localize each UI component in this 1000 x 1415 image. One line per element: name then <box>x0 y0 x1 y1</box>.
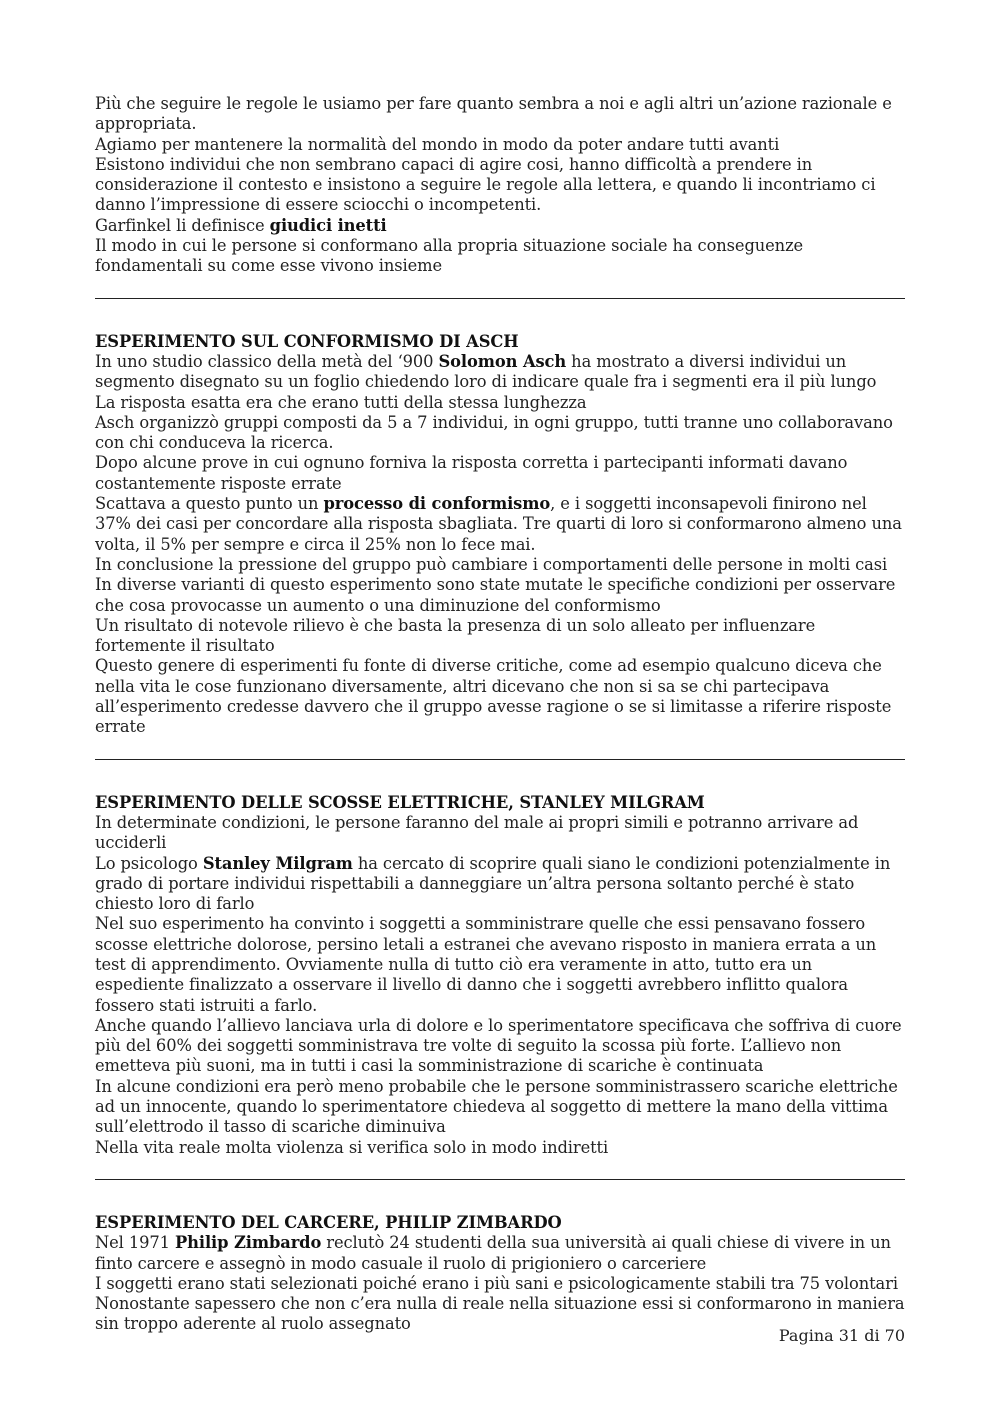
body-paragraph: Asch organizzò gruppi composti da 5 a 7 individui, in ogni gruppo, tutti tranne uno collaboravano con chi conduceva la ricerca. <box>95 412 893 453</box>
body-paragraph <box>95 494 905 555</box>
section-heading: ESPERIMENTO SUL CONFORMISMO DI ASCH <box>95 331 519 351</box>
body-paragraph: I soggetti erano stati selezionati poiché erano i più sani e psicologicamente stabili tra 75 volontari <box>95 1273 898 1293</box>
text-run: , e i soggetti inconsapevoli finirono nel 37% dei casi per concordare alla risposta sbagliata. Tre quarti di loro si conformarono almeno una volta, il 5% per sempre e circa il 25% non lo fece mai. <box>95 494 902 554</box>
text-run: reclutò 24 studenti della sua università ai quali chiese di vivere in un finto carcere e assegnò in modo casuale il ruolo di prigioniero o carceriere <box>95 1233 891 1273</box>
body-paragraph: La risposta esatta era che erano tutti della stessa lunghezza <box>95 392 587 412</box>
bold-term: Philip Zimbardo <box>174 1233 322 1253</box>
text-run: In uno studio classico della metà del ‘900 <box>95 351 439 371</box>
body-paragraph: Questo genere di esperimenti fu fonte di diverse critiche, come ad esempio qualcuno diceva che nella vita le cose funzionano diversamente, altri dicevano che non si sa se chi partecipava all’esperimento credesse davvero che il gruppo avesse ragione o se si limitasse a riferire risposte errate <box>95 656 892 737</box>
body-paragraph: In determinate condizioni, le persone faranno del male ai propri simili e potranno arrivare ad ucciderli <box>95 812 859 853</box>
intro-section <box>95 94 905 277</box>
text-run: Lo psicologo <box>95 853 203 873</box>
intro-paragraph: Il modo in cui le persone si conformano alla propria situazione sociale ha conseguenze fondamentali su come esse vivono insieme <box>95 236 804 276</box>
bold-term: giudici inetti <box>269 215 387 235</box>
milgram-section <box>95 793 905 1158</box>
document-page <box>95 94 905 1335</box>
body-paragraph: In alcune condizioni era però meno probabile che le persone somministrassero scariche elettriche ad un innocente, quando lo sperimentatore chiedeva al soggetto di mettere la mano della vittima sull’elettrodo il tasso di scariche diminuiva <box>95 1076 898 1137</box>
body-paragraph: In diverse varianti di questo esperimento sono state mutate le specifiche condizioni per osservare che cosa provocasse un aumento o una diminuzione del conformismo <box>95 575 896 615</box>
bold-term: processo di conformismo <box>323 494 551 514</box>
text-run: ha mostrato a diversi individui un segmento disegnato su un foglio chiedendo loro di indicare quale fra i segmenti era il più lungo <box>95 351 877 392</box>
text-run: Garfinkel li definisce <box>95 215 270 235</box>
text-run: Scattava a questo punto un <box>95 494 324 514</box>
section-divider <box>95 298 905 299</box>
body-paragraph <box>95 854 905 915</box>
body-paragraph: In conclusione la pressione del gruppo può cambiare i comportamenti delle persone in molti casi <box>95 554 888 574</box>
intro-paragraph <box>95 216 905 236</box>
bold-term: Solomon Asch <box>438 351 567 371</box>
body-paragraph: Un risultato di notevole rilievo è che basta la presenza di un solo alleato per influenzare fortemente il risultato <box>95 615 816 656</box>
intro-paragraph: Più che seguire le regole le usiamo per fare quanto sembra a noi e agli altri un’azione razionale e appropriata. <box>95 94 892 134</box>
intro-paragraph: Esistono individui che non sembrano capaci di agire cosi, hanno difficoltà a prendere in considerazione il contesto e insistono a seguire le regole alla lettera, e quando li incontriamo ci danno l’impressione di essere sciocchi o incompetenti. <box>95 154 876 215</box>
body-paragraph: Nel suo esperimento ha convinto i soggetti a somministrare quelle che essi pensavano fossero scosse elettriche dolorose, persino letali a estranei che avevano risposto in maniera errata a un test di apprendimento. Ovviamente nulla di tutto ciò era veramente in atto, tutto era un espediente finalizzato a osservare il livello di danno che i soggetti avrebbero inflitto qualora fossero stati istruiti a farlo. <box>95 914 877 1015</box>
body-paragraph <box>95 352 905 393</box>
body-paragraph <box>95 1233 905 1274</box>
bold-term: Stanley Milgram <box>202 853 353 873</box>
page-number: Pagina 31 di 70 <box>778 1326 905 1345</box>
section-heading: ESPERIMENTO DEL CARCERE, PHILIP ZIMBARDO <box>95 1212 562 1232</box>
section-heading: ESPERIMENTO DELLE SCOSSE ELETTRICHE, STANLEY MILGRAM <box>95 792 705 812</box>
body-paragraph: Anche quando l’allievo lanciava urla di dolore e lo sperimentatore specificava che soffriva di cuore più del 60% dei soggetti somministrava tre volte di seguito la scossa più forte. L’allievo non emetteva più suoni, ma in tutti i casi la somministrazione di scariche è continuata <box>95 1015 902 1076</box>
body-paragraph: Dopo alcune prove in cui ognuno forniva la risposta corretta i partecipanti informati davano costantemente risposte errate <box>95 453 848 493</box>
asch-section <box>95 332 905 738</box>
text-run: ha cercato di scoprire quali siano le condizioni potenzialmente in grado di portare individui rispettabili a danneggiare un’altra persona soltanto perché è stato chiesto loro di farlo <box>95 853 891 914</box>
intro-paragraph: Agiamo per mantenere la normalità del mondo in modo da poter andare tutti avanti <box>95 134 780 154</box>
body-paragraph: Nella vita reale molta violenza si verifica solo in modo indiretti <box>95 1137 609 1157</box>
section-divider <box>95 1179 905 1180</box>
zimbardo-section <box>95 1213 905 1335</box>
text-run: Nel 1971 <box>95 1233 175 1253</box>
body-paragraph: Nonostante sapessero che non c’era nulla di reale nella situazione essi si conformarono in maniera sin troppo aderente al ruolo assegnato <box>95 1294 905 1334</box>
section-divider <box>95 759 905 760</box>
